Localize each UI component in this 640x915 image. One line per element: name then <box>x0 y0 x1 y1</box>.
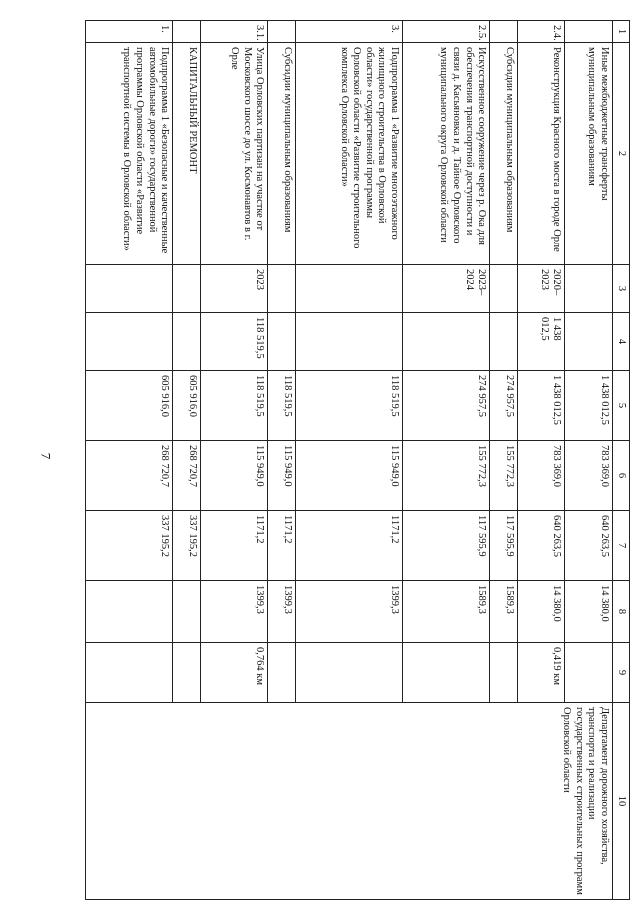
table-cell: 155 772,3 <box>403 441 490 511</box>
table-cell: Департамент дорожного хозяйства, транспорта и реализации государственных строительных программ Орловской области <box>86 703 613 900</box>
table-cell <box>490 21 518 43</box>
table-cell: 274 957,5 <box>403 371 490 441</box>
table-cell <box>490 265 518 313</box>
table-cell: 268 720,7 <box>173 441 201 511</box>
table-cell: 2.5. <box>403 21 490 43</box>
table-cell: 1589,3 <box>490 581 518 643</box>
table-cell: 783 369,0 <box>565 441 613 511</box>
table-cell: 118 519,5 <box>200 313 267 371</box>
table-cell <box>565 21 613 43</box>
column-number: 8 <box>613 581 630 643</box>
table-cell <box>268 643 296 703</box>
table-cell: 1. <box>86 21 173 43</box>
table-cell: 115 949,0 <box>268 441 296 511</box>
column-number: 3 <box>613 265 630 313</box>
table-cell <box>403 313 490 371</box>
table-cell <box>173 581 201 643</box>
table-cell <box>86 643 173 703</box>
table-cell <box>86 313 173 371</box>
table-cell: Субсидии муниципальным образованиям <box>268 43 296 265</box>
table-cell <box>490 313 518 371</box>
table-cell: 337 195,2 <box>173 511 201 581</box>
table-cell: 1 438 012,5 <box>517 371 565 441</box>
table-container <box>85 20 630 900</box>
table-cell: 2023–2024 <box>403 265 490 313</box>
column-number-row <box>613 21 630 900</box>
table-cell <box>268 313 296 371</box>
table-row <box>565 21 613 900</box>
table-cell: 118 519,5 <box>200 371 267 441</box>
table-cell: 14 380,0 <box>565 581 613 643</box>
table-cell: Реконструкция Красного моста в городе Орле <box>517 43 565 265</box>
table-cell: 0,764 км <box>200 643 267 703</box>
budget-table <box>85 20 630 900</box>
table-cell: 1589,3 <box>403 581 490 643</box>
table-cell: 1171,2 <box>268 511 296 581</box>
table-cell <box>296 643 403 703</box>
column-number: 9 <box>613 643 630 703</box>
table-cell: 14 380,0 <box>517 581 565 643</box>
table-cell <box>173 21 201 43</box>
table-cell: Улица Орловских партизан на участке от Московского шоссе до ул. Космонавтов в г. Орле <box>200 43 267 265</box>
table-cell: 640 263,5 <box>565 511 613 581</box>
table-cell <box>268 265 296 313</box>
table-cell <box>296 265 403 313</box>
table-cell <box>86 581 173 643</box>
table-cell: 2023 <box>200 265 267 313</box>
table-cell: 115 949,0 <box>200 441 267 511</box>
table-cell: 605 916,0 <box>86 371 173 441</box>
table-cell: 640 263,5 <box>517 511 565 581</box>
table-cell: 1399,3 <box>268 581 296 643</box>
column-number: 5 <box>613 371 630 441</box>
table-cell: 1171,2 <box>200 511 267 581</box>
table-cell <box>173 265 201 313</box>
table-cell <box>565 313 613 371</box>
table-cell: 337 195,2 <box>86 511 173 581</box>
column-number: 4 <box>613 313 630 371</box>
column-number: 7 <box>613 511 630 581</box>
table-cell: 268 720,7 <box>86 441 173 511</box>
column-number: 10 <box>613 703 630 900</box>
table-cell: Искусственное сооружение через р. Ока для обеспечения транспортной доступности и связи д. Касьяновка и д. Тайное Орловского муниципального округа Орловской области <box>403 43 490 265</box>
page-number: 7 <box>38 452 54 460</box>
table-cell: 1171,2 <box>296 511 403 581</box>
column-number: 1 <box>613 21 630 43</box>
table-cell: 115 949,0 <box>296 441 403 511</box>
table-cell <box>565 265 613 313</box>
table-cell <box>296 313 403 371</box>
table-cell <box>403 643 490 703</box>
table-cell <box>86 265 173 313</box>
table-cell: 274 957,5 <box>490 371 518 441</box>
table-cell: КАПИТАЛЬНЫЙ РЕМОНТ <box>173 43 201 265</box>
table-cell: 3.1. <box>200 21 267 43</box>
table-cell: 2.4. <box>517 21 565 43</box>
table-cell: Субсидии муниципальным образованиям <box>490 43 518 265</box>
table-cell: 1399,3 <box>200 581 267 643</box>
table-cell <box>268 21 296 43</box>
document-page <box>85 20 630 900</box>
table-cell <box>173 313 201 371</box>
table-cell: 118 519,5 <box>296 371 403 441</box>
table-cell: 118 519,5 <box>268 371 296 441</box>
table-cell: 1 438 012,5 <box>565 371 613 441</box>
table-cell: 155 772,3 <box>490 441 518 511</box>
table-cell: 605 916,0 <box>173 371 201 441</box>
table-cell: 117 595,9 <box>490 511 518 581</box>
table-cell: 1 438 012,5 <box>517 313 565 371</box>
table-cell <box>490 643 518 703</box>
table-cell <box>173 643 201 703</box>
table-cell: 783 369,0 <box>517 441 565 511</box>
table-cell: 1399,3 <box>296 581 403 643</box>
column-number: 6 <box>613 441 630 511</box>
column-number: 2 <box>613 43 630 265</box>
table-cell: Иные межбюджетные трансферты муниципальным образованиям <box>565 43 613 265</box>
table-cell: 117 595,9 <box>403 511 490 581</box>
table-cell: 0,419 км <box>517 643 565 703</box>
table-cell: Подпрограмма 1 «Безопасные и качественные автомобильные дороги» государственной программы Орловской области «Развитие транспортной системы в Орловской области» <box>86 43 173 265</box>
table-cell: 2020–2023 <box>517 265 565 313</box>
table-cell: Подпрограмма 1 «Развитие многоэтажного жилищного строительства в Орловской области» государственной программы Орловской области «Развитие строительного комплекса Орловской области» <box>296 43 403 265</box>
table-cell: 3. <box>296 21 403 43</box>
table-cell <box>565 643 613 703</box>
